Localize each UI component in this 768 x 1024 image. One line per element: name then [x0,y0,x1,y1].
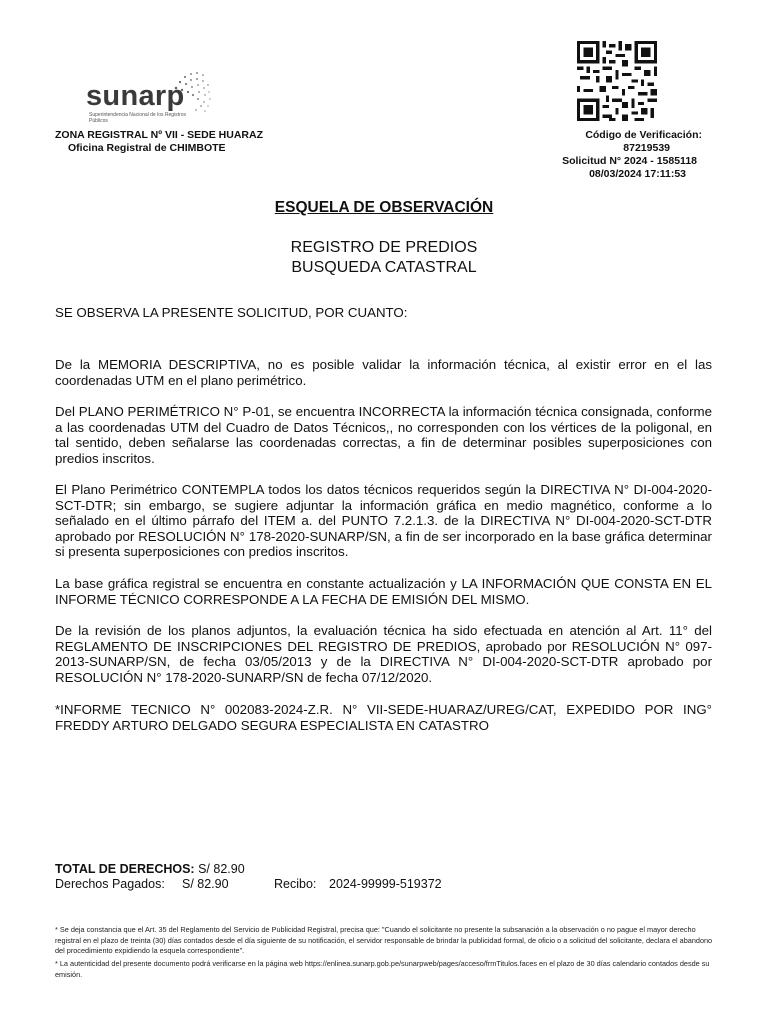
logo-wordmark: sunarp [86,80,185,112]
codigo-verificacion-label: Código de Verificación: [585,129,702,141]
oficina-registral: Oficina Registral de CHIMBOTE [68,142,226,154]
footnote-abandono: * Se deja constancia que el Art. 35 del Reglamento del Servicio de Publicidad Registral, precisa que: "Cuando el solicitante no presente la subsanación a la observación o no pague el mayor derecho registral en el plazo de treinta (30) días contados desde el día siguiente de su notificación, el servidor responsable de brindar la publicidad formal, de oficio o a solicitud del solicitante, declara el abandono del procedimiento expidiendo la esquela correspondiente". [55,925,713,956]
derechos-pagados-label: Derechos Pagados: [55,877,165,891]
solicitud-date: 08/03/2024 17:11:53 [589,168,686,180]
derechos-pagados-value: S/ 82.90 [182,877,229,891]
recibo-label: Recibo: [274,877,317,891]
paragraph-revision: De la revisión de los planos adjuntos, la evaluación técnica ha sido efectuada en atención al Art. 11° del REGLAMENTO DE INSCRIPCIONES DEL REGISTRO DE PREDIOS, aprobado por RESOLUCIÓN N° 097-2013-SUNARP/SN, de fecha 03/05/2013 y de la DIRECTIVA N° DI-004-2020-SCT-DTR aprobado por RESOLUCIÓN N° 178-2020-SUNARP/SN de fecha 07/12/2020. [55,623,712,685]
footnote-autenticidad: * La autenticidad del presente documento podrá verificarse en la página web https://enlinea.sunarp.gob.pe/sunarpweb/pages/acceso/frmTitulos.faces en el plazo de 30 días calendario contados desde su emisión. [55,959,710,979]
busqueda-subtitle: BUSQUEDA CATASTRAL [291,259,477,276]
paragraph-plano: Del PLANO PERIMÉTRICO N° P-01, se encuentra INCORRECTA la información técnica consignada, conforme a las coordenadas UTM del Cuadro de Datos Técnicos,, no corresponden con los vértices de la poligonal, en tal sentido, deben señalarse las coordenadas correctas, a fin de determinar posibles superposiciones con predios inscritos. [55,404,712,466]
qr-code-icon [577,41,657,121]
total-derechos-label: TOTAL DE DERECHOS: [55,862,195,876]
paragraph-memoria: De la MEMORIA DESCRIPTIVA, no es posible validar la información técnica, al existir error en el las coordenadas UTM en el plano perimétrico. [55,357,712,388]
logo-subtitle: Superintendencia Nacional de los Registros Públicos [89,112,187,124]
total-derechos-value: S/ 82.90 [198,862,245,876]
recibo-value: 2024-99999-519372 [329,877,442,891]
solicitud-number: Solicitud N° 2024 - 1585118 [562,155,697,167]
registro-subtitle: REGISTRO DE PREDIOS [290,239,478,256]
paragraph-contempla: El Plano Perimétrico CONTEMPLA todos los datos técnicos requeridos según la DIRECTIVA N° DI-004-2020-SCT-DTR; sin embargo, se sugiere adjuntar la información gráfica en medio magnético, conforme a lo señalado en el último párrafo del ITEM a. del PUNTO 7.2.1.3. de la DIRECTIVA N° DI-004-2020-SCT-DTR aprobado por RESOLUCIÓN N° 178-2020-SUNARP/SN, a fin de ser incorporado en la base gráfica determinar si presenta superposiciones con predios inscritos. [55,482,712,560]
paragraph-base-grafica: La base gráfica registral se encuentra en constante actualización y LA INFORMACIÓN QUE CONSTA EN EL INFORME TÉCNICO CORRESPONDE A LA FECHA DE EMISIÓN DEL MISMO. [55,576,712,607]
paragraph-informe: *INFORME TECNICO N° 002083-2024-Z.R. N° VII-SEDE-HUARAZ/UREG/CAT, EXPEDIDO POR ING° FREDDY ARTURO DELGADO SEGURA ESPECIALISTA EN CATASTRO [55,702,712,733]
total-derechos [55,862,245,876]
page-title: ESQUELA DE OBSERVACIÓN [274,199,494,216]
codigo-verificacion-value: 87219539 [623,142,670,154]
zona-registral: ZONA REGISTRAL Nº VII - SEDE HUARAZ [55,129,264,141]
intro-text: SE OBSERVA LA PRESENTE SOLICITUD, POR CUANTO: [55,305,408,320]
sunarp-logo [86,68,226,128]
